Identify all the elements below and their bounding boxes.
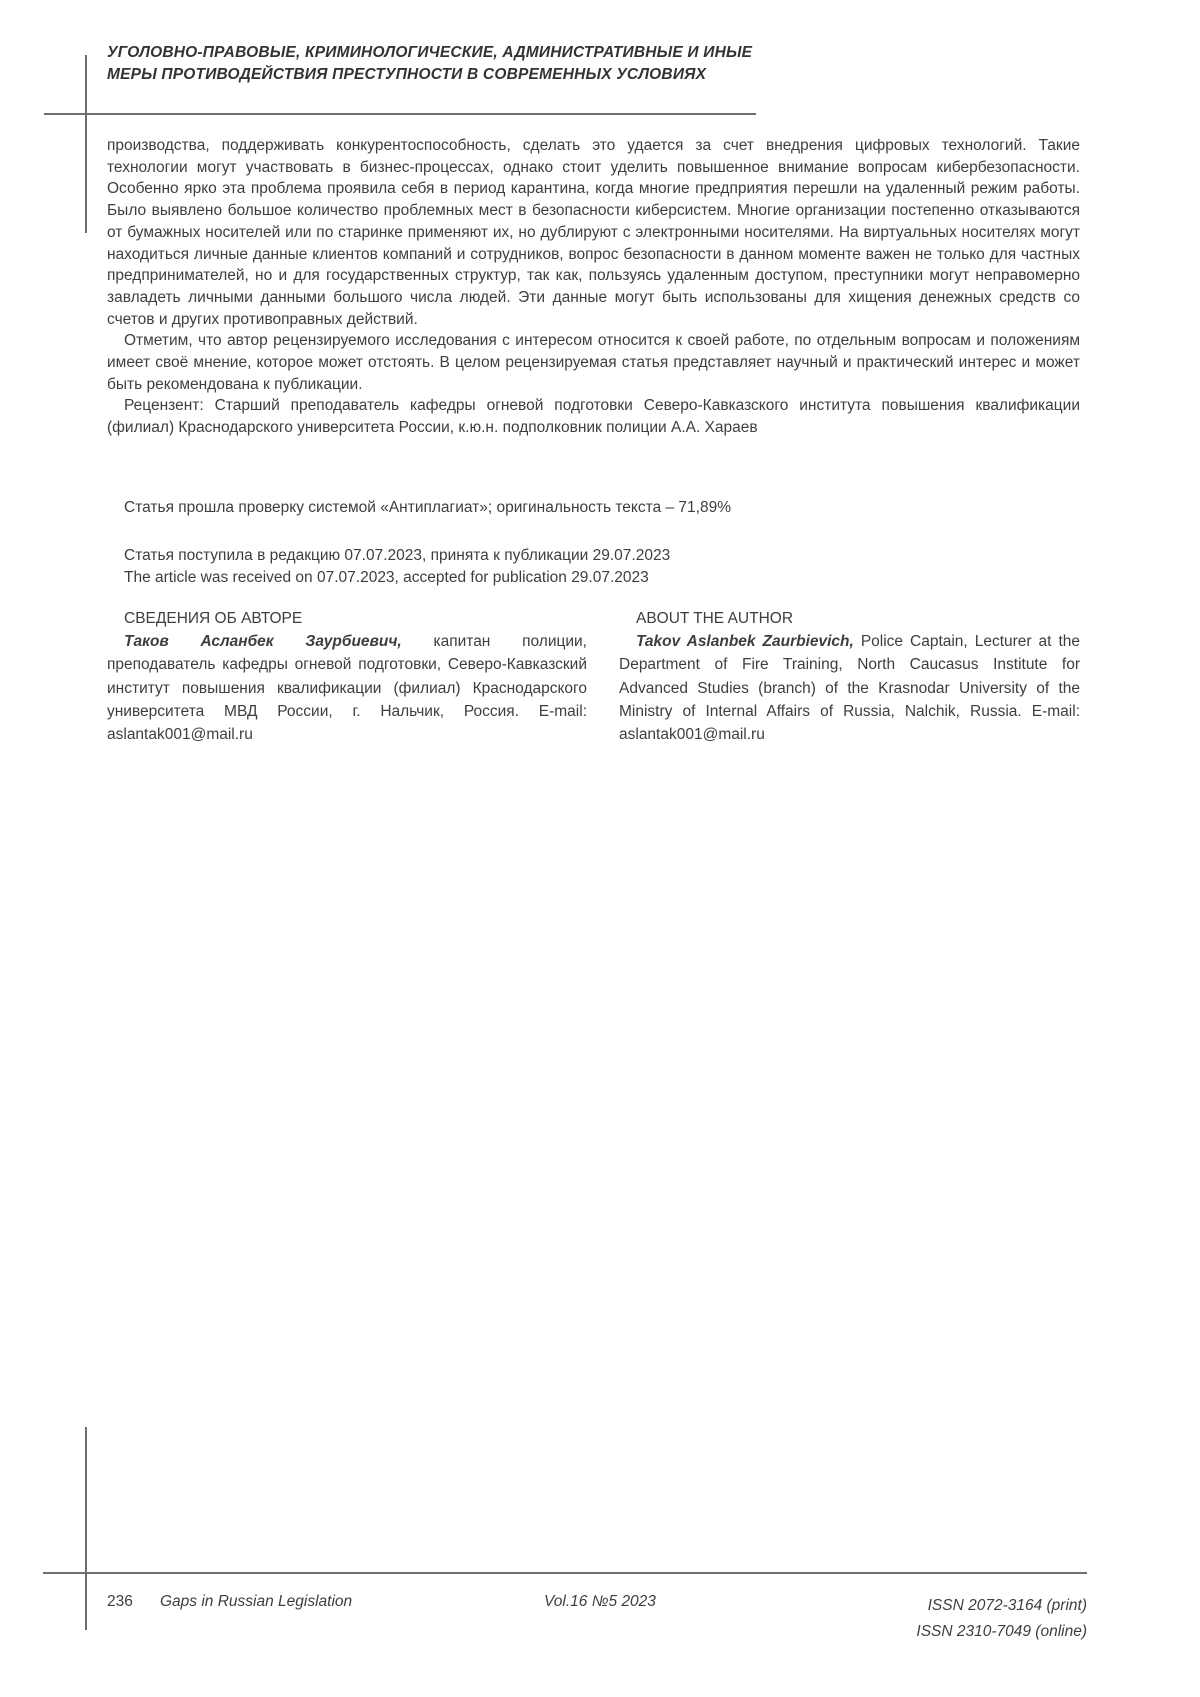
- author-info-english: [619, 607, 1080, 746]
- author-heading-ru: СВЕДЕНИЯ ОБ АВТОРЕ: [124, 610, 303, 627]
- author-name-en: Takov Aslanbek Zaurbievich,: [636, 633, 854, 651]
- article-paragraph-reviewer: Рецензент: Старший преподаватель кафедры огневой подготовки Северо-Кавказского института повышения квалификации (филиал) Краснодарского университета России, к.ю.н. подполковник полиции А.А. Хараев: [107, 397, 1080, 437]
- journal-title: Gaps in Russian Legislation: [160, 1593, 353, 1610]
- issn-print: ISSN 2072-3164 (print): [927, 1597, 1087, 1614]
- footer-divider-rule: [43, 1572, 1087, 1574]
- author-info-section: [107, 607, 1080, 746]
- submission-dates-en: The article was received on 07.07.2023, accepted for publication 29.07.2023: [124, 568, 649, 586]
- article-paragraph-remark: Отметим, что автор рецензируемого исследования с интересом относится к своей работе, по отдельным вопросам и положениям имеет своё мнение, которое может отстоять. В целом рецензируемая статья представляет научный и практический интерес и может быть рекомендована к публикации.: [107, 332, 1080, 393]
- submission-dates: [107, 545, 1080, 588]
- article-paragraph-continuation: производства, поддерживать конкурентоспособность, сделать это удается за счет внедрения цифровых технологий. Такие технологии могут участвовать в бизнес-процессах, однако стоит уделить повышенное внимание вопросам кибербезопасности. Особенно ярко эта проблема проявила себя в период карантина, когда многие предприятия перешли на удаленный режим работы. Было выявлено большое количество проблемных мест в безопасности киберсистем. Многие организации постепенно отказываются от бумажных носителей или по старинке применяют их, но дублируют с электронными носителями. На виртуальных носителях могут находиться личные данные клиентов компаний и сотрудников, вопрос безопасности в данном моменте важен не только для частных предпринимателей, но и для государственных структур, так как, пользуясь удаленным доступом, преступники могут неправомерно завладеть личными данными большого числа людей. Эти данные могут быть использованы для хищения денежных средств со счетов и других противоправных действий.: [107, 137, 1080, 328]
- running-head: [107, 42, 847, 86]
- author-heading-en: ABOUT THE AUTHOR: [636, 610, 794, 627]
- author-details-ru: капитан полиции, преподаватель кафедры огневой подготовки, Северо-Кавказский институт повышения квалификации (филиал) Краснодарского университета МВД России, г. Нальчик, Россия. E-mail: aslantak001@mail.ru: [107, 633, 587, 744]
- author-info-russian: [107, 607, 587, 746]
- author-details-en: Police Captain, Lecturer at the Department of Fire Training, North Caucasus Institute for Advanced Studies (branch) of the Krasnodar University of the Ministry of Internal Affairs of Russia, Nalchik, Russia. E-mail: aslantak001@mail.ru: [619, 633, 1080, 744]
- author-paragraph-ru: [107, 630, 587, 746]
- submission-dates-ru: Статья поступила в редакцию 07.07.2023, принята к публикации 29.07.2023: [124, 547, 671, 564]
- issn-online: ISSN 2310-7049 (online): [916, 1623, 1087, 1640]
- antiplagiat-note: Статья прошла проверку системой «Антиплагиат»; оригинальность текста – 71,89%: [124, 499, 731, 516]
- header-divider-rule: [44, 113, 756, 115]
- issn-block: [916, 1593, 1087, 1645]
- author-paragraph-en: [619, 630, 1080, 746]
- running-head-line1: УГОЛОВНО-ПРАВОВЫЕ, КРИМИНОЛОГИЧЕСКИЕ, АДМИНИСТРАТИВНЫЕ И ИНЫЕ: [107, 44, 753, 61]
- left-margin-rule-top: [85, 55, 87, 233]
- article-body: [107, 135, 1080, 439]
- volume-issue: Vol.16 №5 2023: [544, 1593, 656, 1610]
- author-name-ru: Таков Асланбек Заурбиевич,: [124, 633, 402, 651]
- page-number: 236: [107, 1593, 133, 1610]
- running-head-line2: МЕРЫ ПРОТИВОДЕЙСТВИЯ ПРЕСТУПНОСТИ В СОВРЕМЕННЫХ УСЛОВИЯХ: [107, 66, 707, 83]
